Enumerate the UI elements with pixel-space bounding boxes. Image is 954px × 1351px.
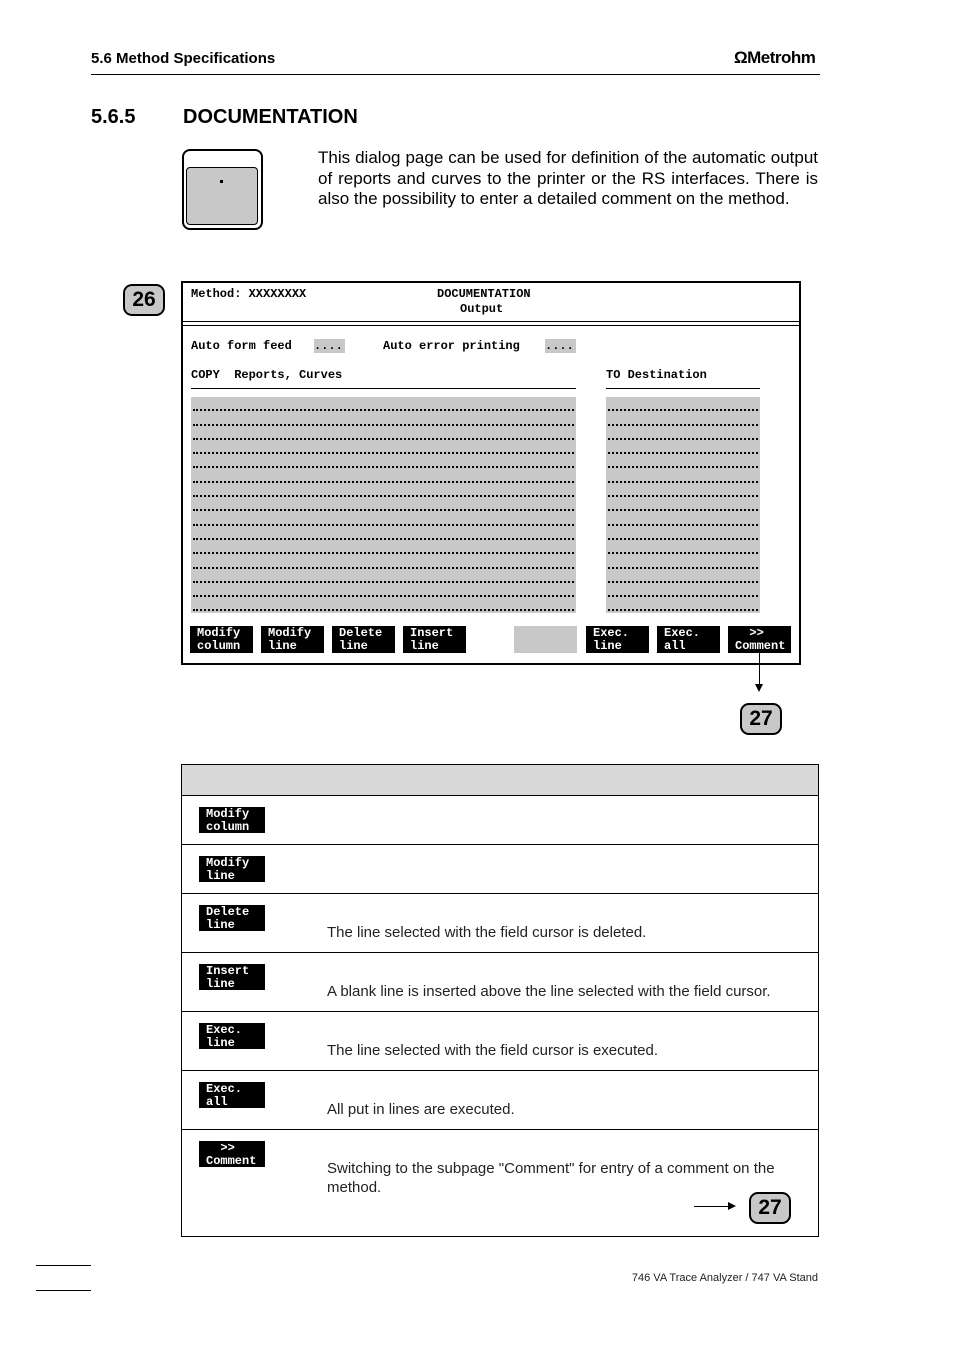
- insert-line-softkey[interactable]: Insert line: [403, 626, 466, 653]
- auto-form-feed-label: Auto form feed: [191, 339, 292, 353]
- list-row[interactable]: [608, 554, 758, 568]
- list-row[interactable]: [193, 411, 574, 425]
- list-row[interactable]: [193, 511, 574, 525]
- delete-line-softkey[interactable]: Delete line: [332, 626, 395, 653]
- table-row-divider: [182, 952, 818, 953]
- footer-rule-top: [36, 1265, 91, 1266]
- section-title: DOCUMENTATION: [183, 106, 358, 128]
- list-row[interactable]: [193, 554, 574, 568]
- list-row[interactable]: [608, 540, 758, 554]
- exec-line-softkey[interactable]: Exec. line: [586, 626, 649, 653]
- list-row[interactable]: [608, 397, 758, 411]
- list-row[interactable]: [193, 569, 574, 583]
- list-row[interactable]: [608, 440, 758, 454]
- list-row[interactable]: [608, 569, 758, 583]
- arrowhead-down-icon: [755, 684, 763, 692]
- exec-all-softkey[interactable]: Exec. all: [657, 626, 720, 653]
- destination-list-field[interactable]: [606, 397, 760, 613]
- page-subtitle: Output: [460, 302, 504, 316]
- table-key-comment: >> Comment: [199, 1141, 265, 1167]
- copy-header-underline: [191, 388, 576, 389]
- table-row-divider: [182, 893, 818, 894]
- list-row[interactable]: [193, 583, 574, 597]
- blank-softkey: [514, 626, 577, 653]
- table-key-delete-line: Delete line: [199, 905, 265, 931]
- list-row[interactable]: [608, 483, 758, 497]
- table-desc-comment: Switching to the subpage "Comment" for entry of a comment on the method.: [327, 1160, 775, 1196]
- table-desc-delete-line: The line selected with the field cursor is deleted.: [327, 924, 647, 941]
- copy-list-field[interactable]: [191, 397, 576, 613]
- table-desc-insert-line: A blank line is inserted above the line selected with the field cursor.: [327, 983, 771, 1000]
- table-key-modify-column: Modify column: [199, 807, 265, 833]
- section-number: 5.6.5: [91, 106, 136, 128]
- table-desc-exec-all: All put in lines are executed.: [327, 1101, 515, 1118]
- footer-rule-bottom: [36, 1290, 91, 1291]
- list-row[interactable]: [193, 397, 574, 411]
- section-reference: 5.6 Method Specifications: [91, 50, 276, 67]
- list-row[interactable]: [193, 454, 574, 468]
- to-header-underline: [606, 388, 760, 389]
- method-label: Method: XXXXXXXX: [191, 287, 307, 301]
- list-row[interactable]: [608, 583, 758, 597]
- list-row[interactable]: [608, 511, 758, 525]
- auto-error-printing-field[interactable]: ....: [545, 339, 576, 353]
- modify-line-softkey[interactable]: Modify line: [261, 626, 324, 653]
- list-row[interactable]: [608, 411, 758, 425]
- list-row[interactable]: [608, 468, 758, 482]
- table-key-insert-line: Insert line: [199, 964, 265, 990]
- list-row[interactable]: [193, 497, 574, 511]
- to-column-header: TO Destination: [606, 368, 707, 382]
- list-row[interactable]: [608, 497, 758, 511]
- table-desc-exec-line: The line selected with the field cursor is executed.: [327, 1042, 659, 1059]
- modify-column-softkey[interactable]: Modify column: [190, 626, 253, 653]
- copy-column-header: COPY Reports, Curves: [191, 368, 343, 382]
- key-face: [186, 167, 258, 225]
- list-row[interactable]: [608, 454, 758, 468]
- table-key-exec-all: Exec. all: [199, 1082, 265, 1108]
- arrow-down-icon: [759, 653, 760, 687]
- table-row-divider: [182, 1011, 818, 1012]
- footer-product-name: 746 VA Trace Analyzer / 747 VA Stand: [631, 1272, 818, 1284]
- table-key-modify-line: Modify line: [199, 856, 265, 882]
- list-row[interactable]: [193, 426, 574, 440]
- arrow-right-icon: [694, 1206, 732, 1207]
- table-row-divider: [182, 1129, 818, 1130]
- intro-paragraph: This dialog page can be used for definition of the automatic output of reports and curves to the printer or the RS interfaces. There is also the possibility to enter a detailed comment on the method.: [318, 148, 818, 208]
- auto-form-feed-field[interactable]: ....: [314, 339, 345, 353]
- table-key-exec-line: Exec. line: [199, 1023, 265, 1049]
- list-row[interactable]: [193, 440, 574, 454]
- list-row[interactable]: [193, 540, 574, 554]
- table-header: [182, 765, 818, 796]
- header-rule: [91, 74, 820, 75]
- auto-error-printing-label: Auto error printing: [383, 339, 520, 353]
- table-next-screen-badge: 27: [749, 1192, 791, 1224]
- next-screen-badge: 27: [740, 703, 782, 735]
- list-row[interactable]: [193, 483, 574, 497]
- screen-number-badge: 26: [123, 284, 165, 316]
- list-row[interactable]: [193, 468, 574, 482]
- table-row-divider: [182, 844, 818, 845]
- list-row[interactable]: [608, 597, 758, 611]
- list-row[interactable]: [193, 597, 574, 611]
- list-row[interactable]: [608, 526, 758, 540]
- arrowhead-right-icon: [728, 1202, 736, 1210]
- list-row[interactable]: [193, 526, 574, 540]
- key-dot: [220, 180, 223, 183]
- comment-softkey[interactable]: >> Comment: [728, 626, 791, 653]
- table-row-divider: [182, 1070, 818, 1071]
- page-title: DOCUMENTATION: [437, 287, 531, 301]
- screen-separator: [183, 321, 799, 326]
- list-row[interactable]: [608, 426, 758, 440]
- metrohm-logo: ΩMetrohm: [734, 48, 816, 67]
